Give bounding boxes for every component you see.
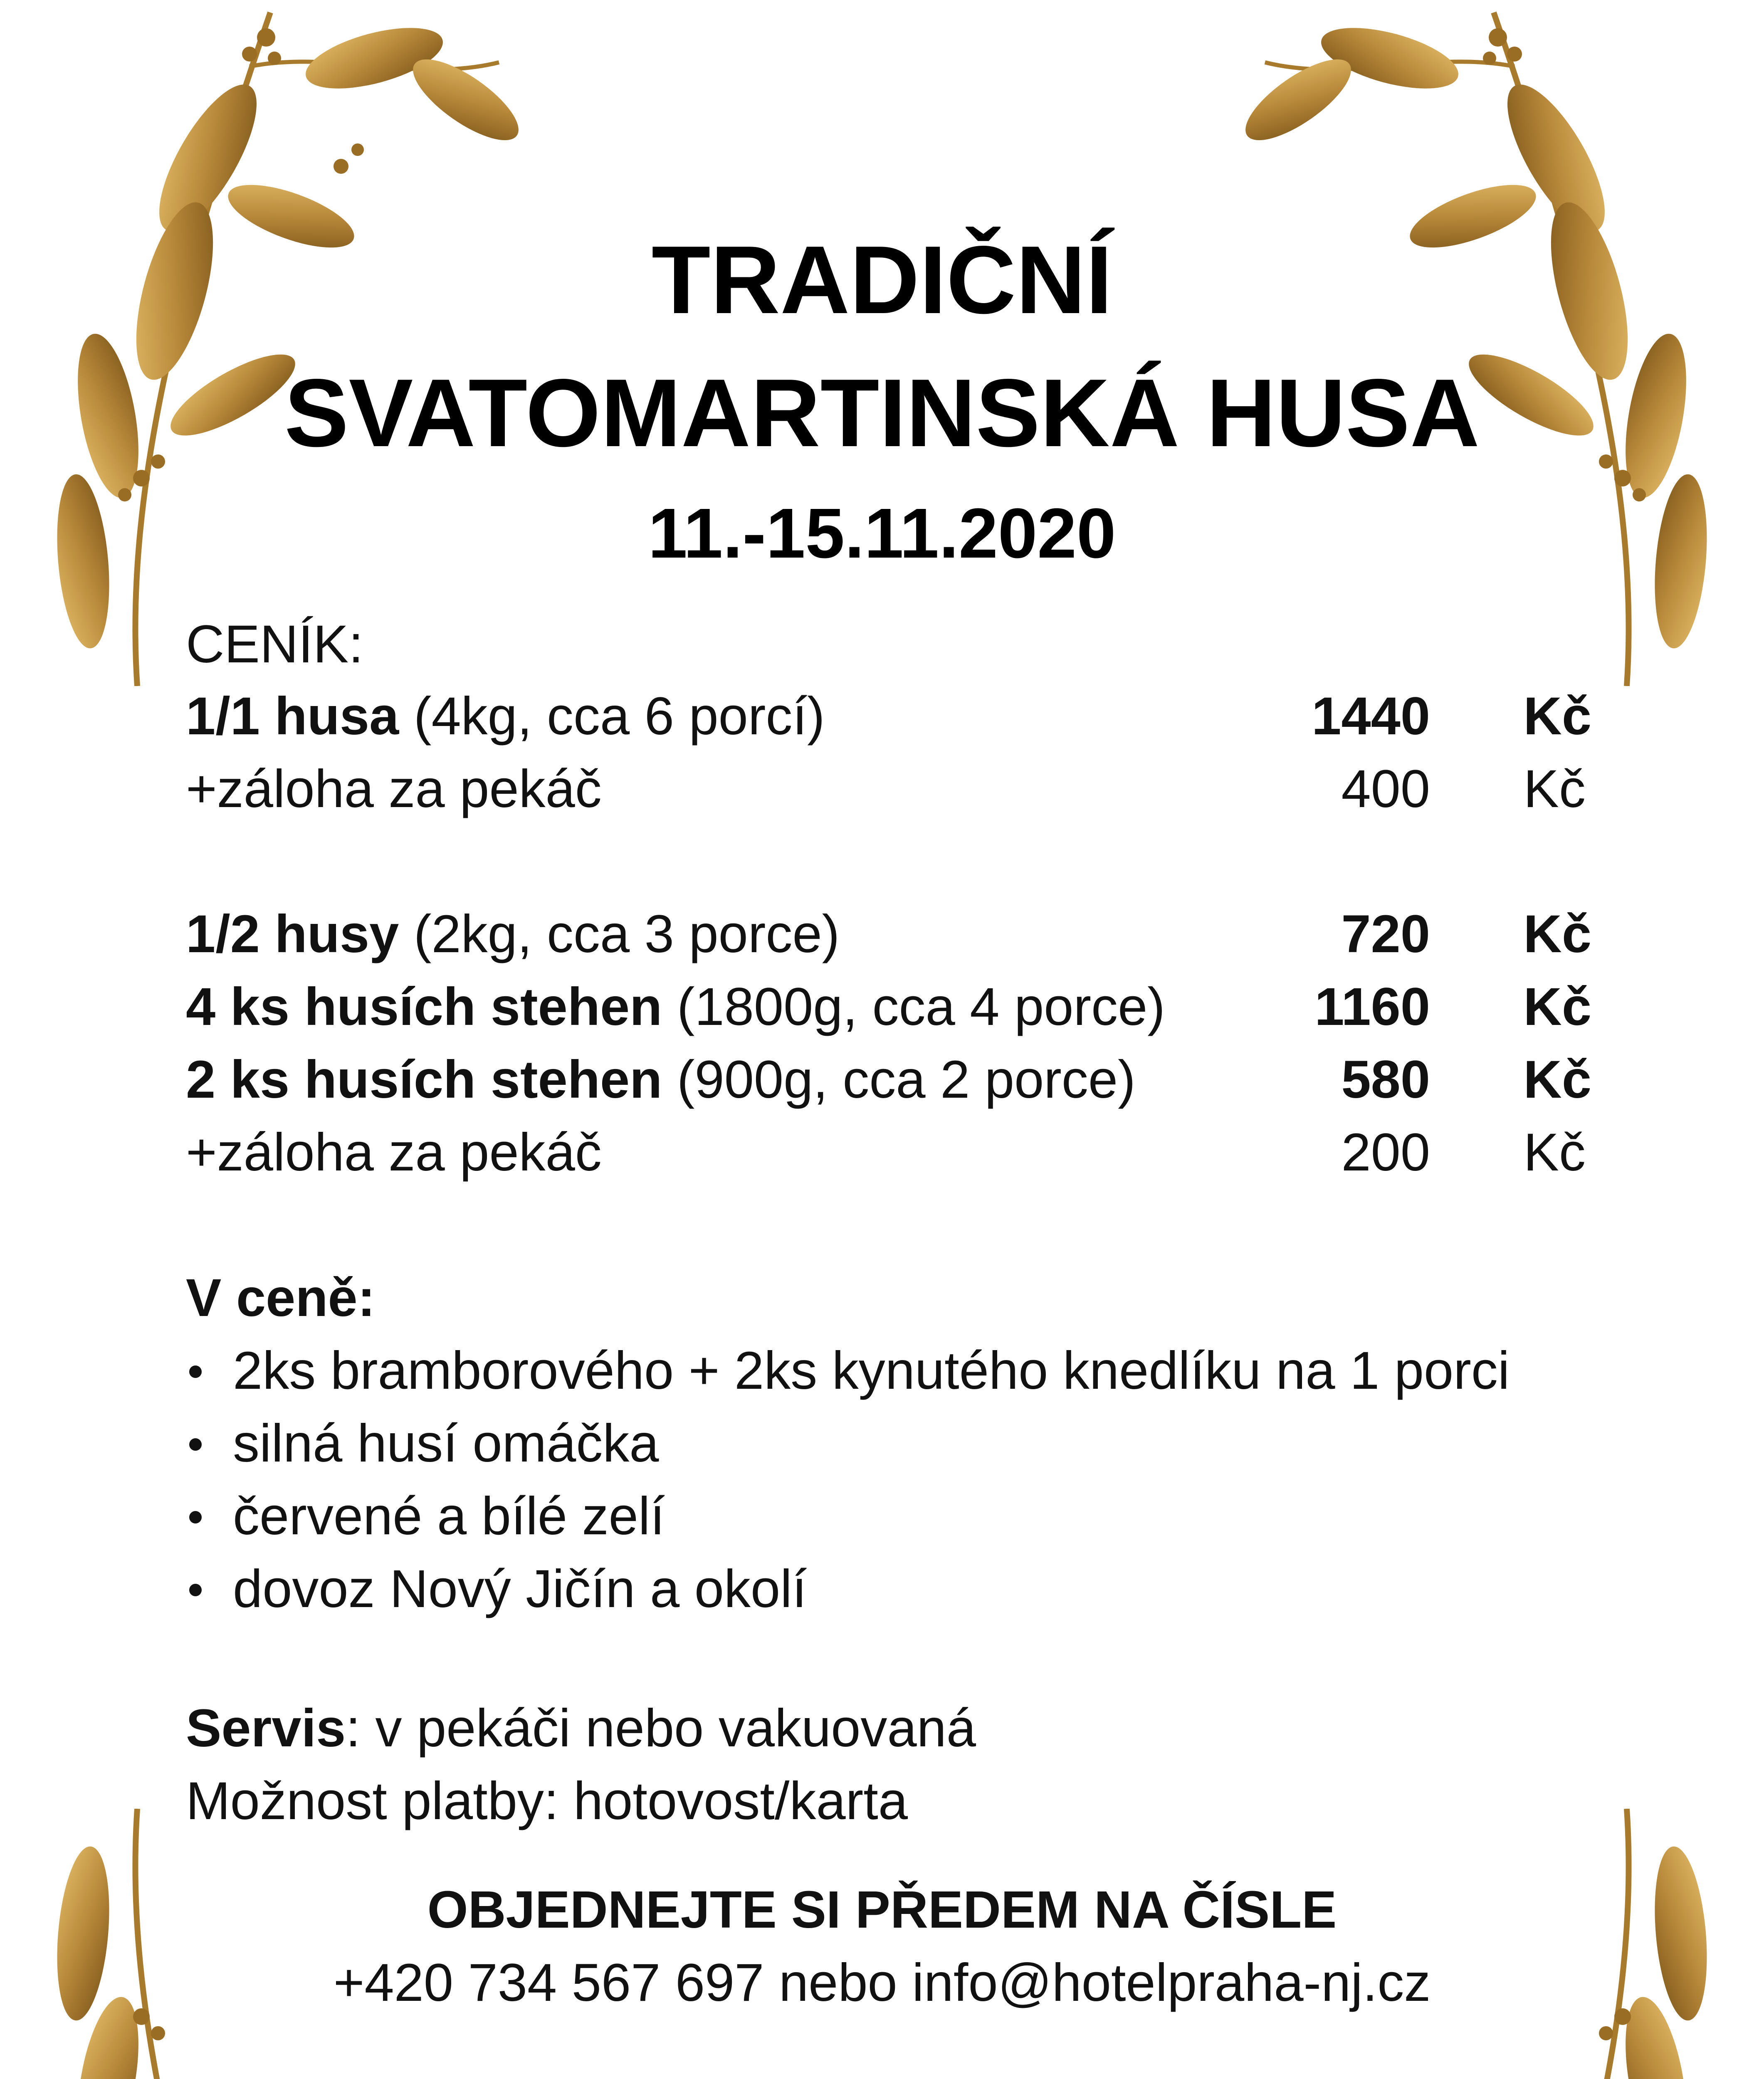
item-price: 580	[1341, 1050, 1430, 1109]
gold-branch-top-right-icon	[1140, 0, 1764, 686]
bullet-icon	[189, 1584, 202, 1596]
gold-branch-top-left-icon	[0, 0, 624, 686]
item-detail: (900g, cca 2 porce)	[662, 1050, 1136, 1109]
item-currency: Kč	[1523, 1123, 1586, 1182]
item-price: 1440	[1312, 686, 1430, 746]
item-detail: +záloha za pekáč	[186, 759, 602, 819]
item-currency: Kč	[1523, 686, 1591, 746]
list-item: silná husí omáčka	[233, 1412, 659, 1475]
item-name: 1/1 husa	[186, 686, 399, 746]
order-contact: +420 734 567 697 nebo info@hotelpraha-nj.cz	[333, 1953, 1431, 2012]
item-name: 4 ks husích stehen	[186, 977, 662, 1037]
item-name: 2 ks husích stehen	[186, 1050, 662, 1109]
title-line-2: SVATOMARTINSKÁ HUSA	[284, 359, 1480, 467]
bullet-icon	[189, 1438, 202, 1451]
item-detail: (2kg, cca 3 porce)	[399, 904, 840, 964]
gold-branch-bottom-right-icon	[1140, 1809, 1764, 2079]
bullet-icon	[189, 1511, 202, 1523]
gold-branch-bottom-left-icon	[0, 1809, 624, 2079]
bullet-icon	[189, 1365, 202, 1378]
event-date: 11.-15.11.2020	[648, 494, 1116, 573]
service-label: Servis	[186, 1699, 346, 1758]
item-price: 400	[1341, 759, 1430, 819]
item-currency: Kč	[1523, 759, 1586, 819]
order-title: OBJEDNEJTE SI PŘEDEM NA ČÍSLE	[427, 1880, 1337, 1939]
item-detail: +záloha za pekáč	[186, 1123, 602, 1182]
item-price: 1160	[1314, 977, 1430, 1037]
service-text: : v pekáči nebo vakuovaná	[346, 1699, 976, 1758]
item-currency: Kč	[1523, 1050, 1591, 1109]
item-detail: (4kg, cca 6 porcí)	[399, 686, 825, 746]
item-price: 720	[1341, 904, 1430, 964]
item-price: 200	[1341, 1123, 1430, 1182]
item-currency: Kč	[1523, 904, 1591, 964]
item-detail: (1800g, cca 4 porce)	[662, 977, 1165, 1037]
list-item: dovoz Nový Jičín a okolí	[233, 1558, 807, 1620]
item-currency: Kč	[1523, 977, 1591, 1037]
hanzelka-catering-logo-icon	[707, 2071, 1073, 2079]
list-item: červené a bílé zelí	[233, 1485, 665, 1548]
list-item: 2ks bramborového + 2ks kynutého knedlíku na 1 porci	[233, 1340, 1510, 1402]
hotel-praha-crest-icon	[1164, 2075, 1422, 2079]
title-line-1: TRADIČNÍ	[651, 226, 1113, 334]
item-name: 1/2 husy	[186, 904, 399, 964]
